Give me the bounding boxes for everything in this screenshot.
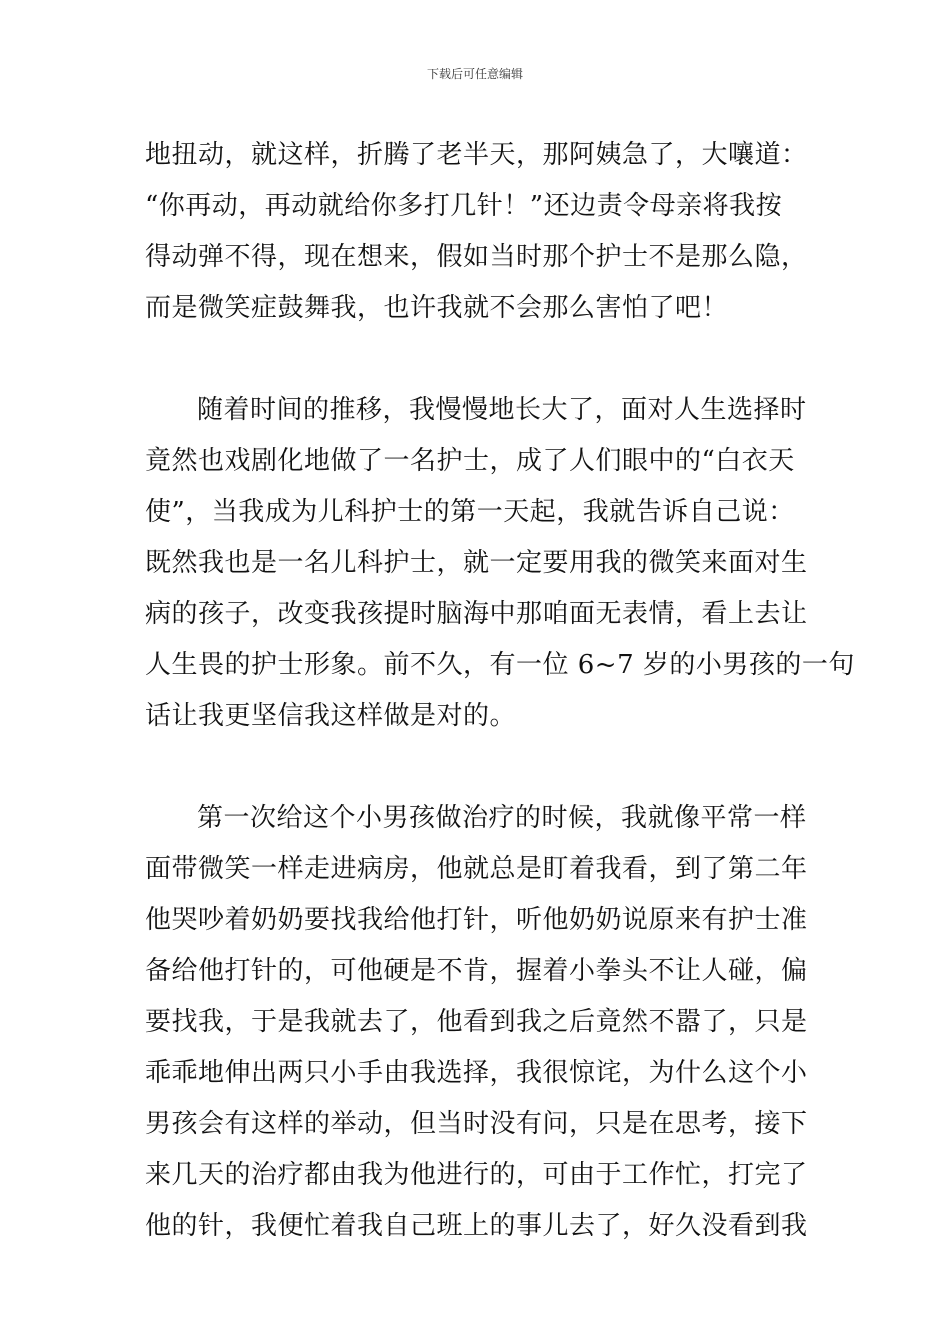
text-line: 病的孩子，改变我孩提时脑海中那咱面无表情，看上去让 — [145, 599, 808, 629]
paragraph-spacer — [145, 334, 815, 385]
text-line: 要找我，于是我就去了，他看到我之后竟然不嚣了，只是 — [145, 1007, 808, 1037]
text-line: 地扭动，就这样，折腾了老半天，那阿姨急了，大嚷道： — [145, 140, 808, 170]
text-line: “你再动，再动就给你多打几针！”还边责令母亲将我按 — [145, 191, 783, 221]
text-line: 随着时间的推移，我慢慢地长大了，面对人生选择时 — [197, 395, 807, 425]
text-line: 既然我也是一名儿科护士，就一定要用我的微笑来面对生 — [145, 548, 808, 578]
text-line: 男孩会有这样的举动，但当时没有问，只是在思考，接下 — [145, 1109, 808, 1139]
text-line: 他哭吵着奶奶要找我给他打针，听他奶奶说原来有护士准 — [145, 905, 808, 935]
text-line: 他的针，我便忙着我自己班上的事儿去了，好久没看到我 — [145, 1211, 808, 1241]
text-line: 乖乖地伸出两只小手由我选择，我很惊诧，为什么这个小 — [145, 1058, 808, 1088]
paragraph — [145, 793, 815, 1252]
text-line: 面带微笑一样走进病房，他就总是盯着我看，到了第二年 — [145, 854, 808, 884]
text-line: 得动弹不得，现在想来，假如当时那个护士不是那么隐， — [145, 242, 808, 272]
document-body — [145, 130, 855, 1252]
paragraph — [145, 385, 855, 742]
text-line: 竟然也戏剧化地做了一名护士，成了人们眼中的“白衣天 — [145, 446, 795, 476]
text-line: 而是微笑症鼓舞我，也许我就不会那么害怕了吧！ — [145, 293, 729, 323]
text-line: 使”，当我成为儿科护士的第一天起，我就告诉自己说： — [145, 497, 795, 527]
text-line: 第一次给这个小男孩做治疗的时候，我就像平常一样 — [197, 803, 807, 833]
text-line: 备给他打针的，可他硬是不肯，握着小拳头不让人碰，偏 — [145, 956, 808, 986]
text-line: 来几天的治疗都由我为他进行的，可由于工作忙，打完了 — [145, 1160, 808, 1190]
page-header: 下载后可任意编辑 — [426, 67, 523, 81]
paragraph — [145, 130, 815, 334]
text-line: 人生畏的护士形象。前不久，有一位 6~7 岁的小男孩的一句 — [145, 650, 855, 680]
text-line: 话让我更坚信我这样做是对的。 — [145, 701, 517, 731]
paragraph-spacer — [145, 742, 815, 793]
